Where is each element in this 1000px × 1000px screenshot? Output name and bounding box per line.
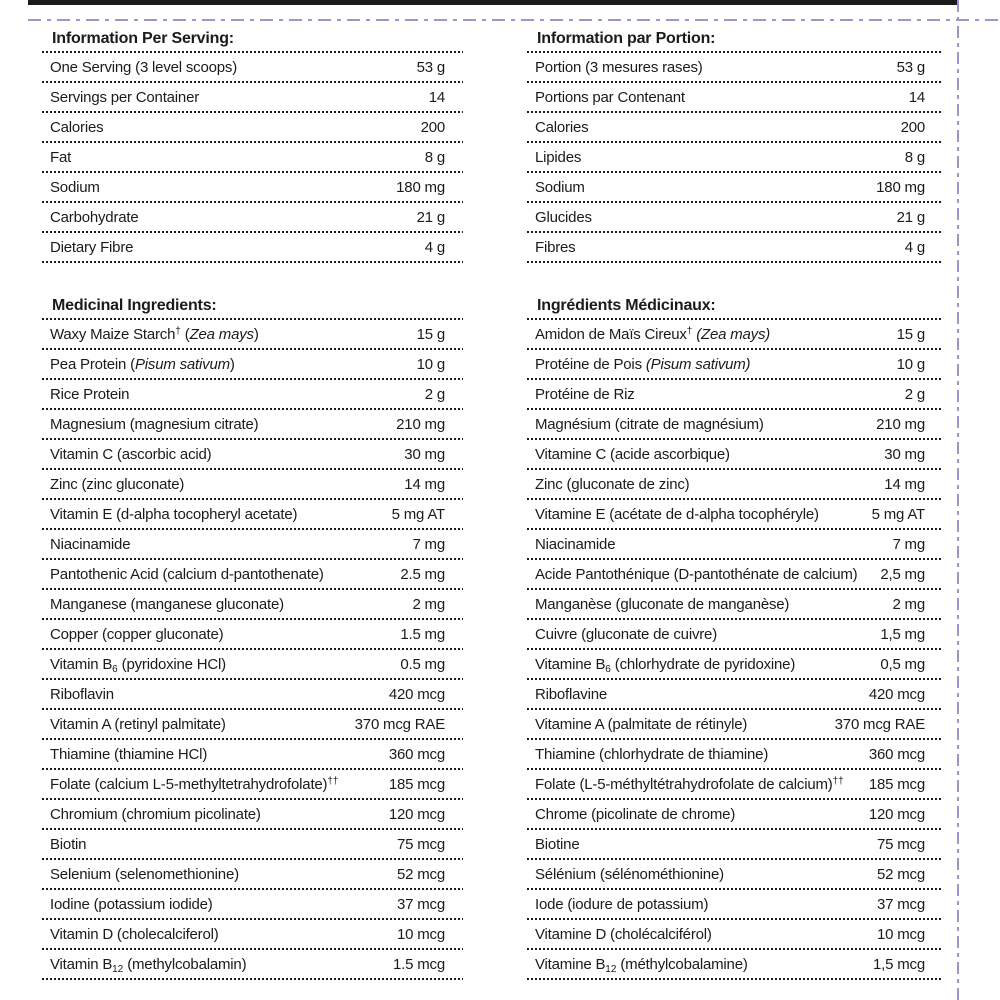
nutrient-value: 2 mg	[892, 595, 925, 613]
nutrient-row	[42, 680, 463, 708]
nutrient-label: Manganese (manganese gluconate)	[50, 595, 284, 613]
nutrient-value: 180 mg	[396, 178, 445, 196]
nutrient-value: 7 mg	[412, 535, 445, 553]
dotted-divider	[527, 261, 943, 263]
nutrient-value: 5 mg AT	[871, 505, 925, 523]
nutrient-row	[42, 620, 463, 648]
nutrient-row	[527, 350, 943, 378]
nutrient-label: Vitamin A (retinyl palmitate)	[50, 715, 226, 733]
nutrient-value: 14	[908, 88, 925, 106]
section-title: Information par Portion:	[537, 30, 716, 47]
nutrient-label: One Serving (3 level scoops)	[50, 58, 237, 76]
nutrient-value: 120 mcg	[388, 805, 445, 823]
nutrient-value: 4 g	[424, 238, 445, 256]
nutrient-value: 420 mcg	[388, 685, 445, 703]
nutrient-row	[527, 740, 943, 768]
nutrient-value: 8 g	[904, 148, 925, 166]
nutrient-label: Acide Pantothénique (D-pantothénate de calcium)	[535, 565, 858, 583]
cutline-vertical	[957, 0, 959, 1000]
nutrient-row	[42, 650, 463, 678]
nutrient-row	[42, 83, 463, 111]
nutrient-label: Magnesium (magnesium citrate)	[50, 415, 259, 433]
nutrient-label: Vitamin D (cholecalciferol)	[50, 925, 219, 943]
nutrient-label: Zinc (gluconate de zinc)	[535, 475, 690, 493]
nutrient-row	[42, 53, 463, 81]
nutrient-row	[42, 500, 463, 528]
nutrient-label: Portions par Contenant	[535, 88, 685, 106]
nutrient-value: 14 mg	[404, 475, 445, 493]
nutrient-row	[42, 800, 463, 828]
nutrient-label: Vitamin $B_{12}$ (methylcobalamin)	[50, 955, 247, 975]
nutrient-label: Riboflavin	[50, 685, 114, 703]
nutrient-value: 360 mcg	[868, 745, 925, 763]
label-section	[527, 28, 943, 263]
nutrient-value: 5 mg AT	[391, 505, 445, 523]
nutrient-label: Pantothenic Acid (calcium d-pantothenate)	[50, 565, 324, 583]
nutrient-row	[42, 860, 463, 888]
nutrient-value: 30 mg	[884, 445, 925, 463]
nutrient-value: 15 g	[416, 325, 445, 343]
nutrient-label: Portion (3 mesures rases)	[535, 58, 703, 76]
nutrient-value: 15 g	[896, 325, 925, 343]
nutrient-label: Calories	[50, 118, 104, 136]
nutrient-label: Magnésium (citrate de magnésium)	[535, 415, 764, 433]
nutrient-label: Riboflavine	[535, 685, 608, 703]
panel-english	[42, 28, 463, 980]
nutrient-label: Folate (calcium L-5-methyltetrahydrofolate)††	[50, 775, 339, 793]
nutrient-value: 2 g	[424, 385, 445, 403]
nutrient-value: 0.5 mg	[400, 655, 445, 673]
nutrient-label: Sodium	[50, 178, 100, 196]
nutrient-row	[527, 680, 943, 708]
nutrient-value: 2 mg	[412, 595, 445, 613]
nutrient-label: Calories	[535, 118, 589, 136]
nutrient-value: 37 mcg	[877, 895, 925, 913]
label-section	[42, 28, 463, 263]
nutrient-row	[42, 203, 463, 231]
nutrient-row	[42, 320, 463, 348]
nutrient-label: Chrome (picolinate de chrome)	[535, 805, 736, 823]
nutrient-label: Vitamin E (d-alpha tocopheryl acetate)	[50, 505, 298, 523]
nutrient-label: Vitamine $B_6$ (chlorhydrate de pyridoxine)	[535, 655, 796, 675]
nutrient-row	[527, 920, 943, 948]
nutrient-value: 2,5 mg	[880, 565, 925, 583]
nutrient-label: Lipides	[535, 148, 582, 166]
nutrient-row	[42, 770, 463, 798]
nutrient-value: 75 mcg	[397, 835, 445, 853]
nutrient-value: 21 g	[416, 208, 445, 226]
nutrient-label: Servings per Container	[50, 88, 200, 106]
nutrient-row	[527, 380, 943, 408]
nutrient-row	[527, 530, 943, 558]
nutrient-row	[42, 470, 463, 498]
cutline-horizontal	[28, 19, 1000, 21]
nutrient-row	[42, 350, 463, 378]
nutrient-label: Sodium	[535, 178, 585, 196]
nutrient-label: Vitamin $B_6$ (pyridoxine HCl)	[50, 655, 226, 675]
nutrient-value: 180 mg	[876, 178, 925, 196]
nutrient-value: 8 g	[424, 148, 445, 166]
nutrient-row	[527, 890, 943, 918]
dotted-divider	[42, 261, 463, 263]
nutrient-label: Niacinamide	[50, 535, 131, 553]
nutrient-value: 210 mg	[876, 415, 925, 433]
nutrient-row	[527, 710, 943, 738]
nutrient-label: Glucides	[535, 208, 592, 226]
nutrient-value: 2.5 mg	[400, 565, 445, 583]
nutrient-label: Fat	[50, 148, 72, 166]
nutrient-row	[527, 203, 943, 231]
nutrient-value: 200	[420, 118, 445, 136]
nutrient-value: 52 mcg	[397, 865, 445, 883]
nutrient-label: Pea Protein (Pisum sativum)	[50, 355, 235, 373]
nutrient-row	[527, 83, 943, 111]
nutrient-label: Vitamin C (ascorbic acid)	[50, 445, 212, 463]
nutrient-row	[527, 233, 943, 261]
nutrient-value: 53 g	[416, 58, 445, 76]
nutrient-value: 1.5 mg	[400, 625, 445, 643]
label-section	[42, 295, 463, 980]
nutrient-value: 37 mcg	[397, 895, 445, 913]
nutrient-row	[527, 320, 943, 348]
nutrient-row	[527, 560, 943, 588]
nutrient-value: 370 mcg RAE	[834, 715, 925, 733]
nutrient-value: 7 mg	[892, 535, 925, 553]
nutrient-label: Copper (copper gluconate)	[50, 625, 224, 643]
dotted-divider	[42, 978, 463, 980]
label-section	[527, 295, 943, 980]
section-title: Medicinal Ingredients:	[52, 297, 217, 314]
nutrient-value: 75 mcg	[877, 835, 925, 853]
nutrient-label: Dietary Fibre	[50, 238, 134, 256]
nutrient-row	[42, 920, 463, 948]
nutrient-row	[42, 890, 463, 918]
nutrient-value: 52 mcg	[877, 865, 925, 883]
nutrient-label: Carbohydrate	[50, 208, 139, 226]
nutrient-value: 10 g	[416, 355, 445, 373]
nutrient-value: 10 g	[896, 355, 925, 373]
nutrient-label: Niacinamide	[535, 535, 616, 553]
nutrient-value: 10 mcg	[397, 925, 445, 943]
nutrient-row	[42, 113, 463, 141]
dotted-divider	[527, 978, 943, 980]
nutrient-value: 1,5 mg	[880, 625, 925, 643]
nutrient-label: Folate (L-5-méthyltétrahydrofolate de calcium)††	[535, 775, 844, 793]
nutrient-label: Vitamine A (palmitate de rétinyle)	[535, 715, 748, 733]
nutrient-label: Chromium (chromium picolinate)	[50, 805, 261, 823]
nutrient-row	[527, 440, 943, 468]
nutrient-value: 200	[900, 118, 925, 136]
nutrient-row	[42, 830, 463, 858]
nutrient-value: 185 mcg	[868, 775, 925, 793]
nutrient-label: Waxy Maize Starch† (Zea mays)	[50, 325, 259, 343]
nutrient-label: Selenium (selenomethionine)	[50, 865, 239, 883]
nutrient-row	[527, 470, 943, 498]
nutrient-row	[42, 143, 463, 171]
nutrient-label: Iodine (potassium iodide)	[50, 895, 213, 913]
nutrient-label: Thiamine (thiamine HCl)	[50, 745, 208, 763]
nutrient-label: Vitamine $B_{12}$ (méthylcobalamine)	[535, 955, 748, 975]
nutrient-label: Vitamine C (acide ascorbique)	[535, 445, 730, 463]
nutrient-value: 14 mg	[884, 475, 925, 493]
nutrient-row	[42, 173, 463, 201]
nutrient-label: Vitamine D (cholécalciférol)	[535, 925, 712, 943]
nutrient-value: 53 g	[896, 58, 925, 76]
nutrient-value: 21 g	[896, 208, 925, 226]
nutrient-row	[42, 380, 463, 408]
nutrient-value: 1.5 mcg	[393, 955, 445, 973]
nutrient-value: 10 mcg	[877, 925, 925, 943]
nutrient-row	[527, 143, 943, 171]
nutrient-row	[42, 530, 463, 558]
nutrient-row	[527, 770, 943, 798]
nutrient-label: Fibres	[535, 238, 576, 256]
nutrient-label: Thiamine (chlorhydrate de thiamine)	[535, 745, 769, 763]
nutrient-row	[42, 440, 463, 468]
nutrient-row	[42, 560, 463, 588]
nutrient-row	[42, 233, 463, 261]
nutrient-row	[527, 173, 943, 201]
nutrient-label: Biotine	[535, 835, 580, 853]
nutrient-value: 1,5 mcg	[873, 955, 925, 973]
top-black-bar	[28, 0, 958, 5]
nutrient-row	[527, 113, 943, 141]
nutrient-value: 210 mg	[396, 415, 445, 433]
nutrient-label: Manganèse (gluconate de manganèse)	[535, 595, 790, 613]
nutrient-row	[527, 860, 943, 888]
nutrient-row	[527, 800, 943, 828]
nutrient-label: Zinc (zinc gluconate)	[50, 475, 185, 493]
nutrient-row	[527, 950, 943, 978]
nutrient-row	[42, 710, 463, 738]
nutrient-label: Iode (iodure de potassium)	[535, 895, 709, 913]
nutrient-value: 185 mcg	[388, 775, 445, 793]
section-title: Ingrédients Médicinaux:	[537, 297, 716, 314]
nutrient-row	[42, 740, 463, 768]
nutrient-row	[527, 650, 943, 678]
nutrient-label: Vitamine E (acétate de d-alpha tocophéryle)	[535, 505, 819, 523]
nutrient-row	[42, 590, 463, 618]
nutrient-row	[527, 830, 943, 858]
nutrient-value: 360 mcg	[388, 745, 445, 763]
nutrient-label: Sélénium (sélénométhionine)	[535, 865, 724, 883]
nutrient-row	[527, 620, 943, 648]
nutrient-value: 30 mg	[404, 445, 445, 463]
nutrient-row	[527, 410, 943, 438]
section-title: Information Per Serving:	[52, 30, 234, 47]
nutrient-row	[527, 53, 943, 81]
nutrient-value: 420 mcg	[868, 685, 925, 703]
nutrient-value: 14	[428, 88, 445, 106]
nutrient-label: Biotin	[50, 835, 87, 853]
nutrient-label: Protéine de Riz	[535, 385, 635, 403]
nutrient-row	[42, 410, 463, 438]
nutrient-row	[42, 950, 463, 978]
nutrient-label: Rice Protein	[50, 385, 130, 403]
nutrient-label: Cuivre (gluconate de cuivre)	[535, 625, 717, 643]
nutrient-value: 2 g	[904, 385, 925, 403]
nutrient-label: Protéine de Pois (Pisum sativum)	[535, 355, 751, 373]
nutrient-value: 4 g	[904, 238, 925, 256]
nutrient-value: 0,5 mg	[880, 655, 925, 673]
nutrient-label: Amidon de Maïs Cireux† (Zea mays)	[535, 325, 771, 343]
nutrient-row	[527, 590, 943, 618]
nutrient-row	[527, 500, 943, 528]
nutrient-value: 120 mcg	[868, 805, 925, 823]
nutrient-value: 370 mcg RAE	[354, 715, 445, 733]
panel-french	[527, 28, 943, 980]
